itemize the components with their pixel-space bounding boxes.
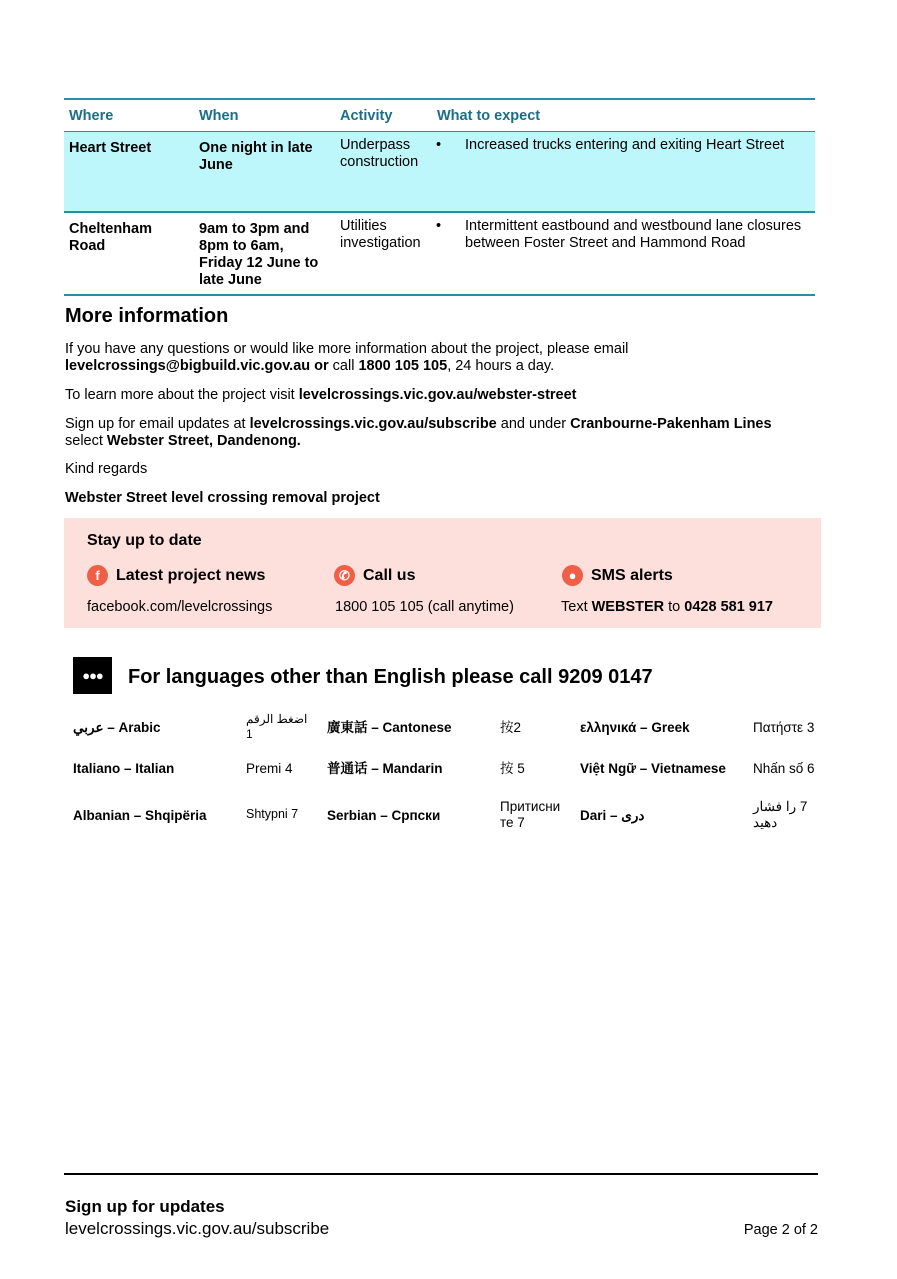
- language-instruction: Premi 4: [246, 761, 293, 776]
- language-name: 普通话 – Mandarin: [327, 761, 443, 776]
- cell-where: Heart Street: [69, 140, 152, 156]
- subscribe-text-under: and under: [496, 416, 571, 432]
- facebook-icon: f: [87, 565, 108, 586]
- stay-up-to-date-box: [64, 518, 821, 628]
- bullet: •: [436, 137, 442, 153]
- section-heading-more-info: More information: [65, 305, 229, 327]
- languages-title: For languages other than English please call 9209 0147: [128, 666, 653, 688]
- language-instruction: Nhấn số 6: [753, 761, 815, 776]
- language-name: Italiano – Italian: [73, 761, 175, 776]
- table-row: [64, 213, 815, 296]
- language-instruction: 按 5: [500, 761, 525, 776]
- kind-regards: Kind regards: [65, 461, 148, 477]
- call-number: 1800 105 105 (call anytime): [335, 599, 514, 615]
- language-name: ελληνικά – Greek: [580, 720, 690, 735]
- language-instruction: 按2: [500, 720, 522, 735]
- sms-column: [561, 565, 773, 615]
- contact-text: If you have any questions or would like more information about the project, please email: [65, 341, 629, 357]
- subscribe-link[interactable]: levelcrossings.vic.gov.au/subscribe: [249, 416, 497, 432]
- cell-when: One night in late June: [199, 140, 313, 173]
- sms-icon: ●: [562, 565, 583, 586]
- language-instruction: Πατήστε 3: [753, 720, 815, 735]
- project-link-paragraph: [65, 387, 825, 404]
- table-row: [64, 132, 815, 213]
- language-name: Việt Ngữ – Vietnamese: [580, 761, 726, 776]
- subscribe-text: Sign up for email updates at: [65, 416, 250, 432]
- interpreter-icon: ●●●: [73, 657, 112, 694]
- language-instruction: Притисни те 7: [500, 799, 561, 830]
- header-activity: Activity: [340, 108, 393, 124]
- phone-number: 1800 105 105: [358, 358, 448, 374]
- cell-when: 9am to 3pm and 8pm to 6am, Friday 12 June to late June: [199, 221, 319, 288]
- cell-activity: Underpass construction: [340, 137, 419, 170]
- table-header: [64, 98, 815, 132]
- language-instruction: Shtypni 7: [246, 807, 299, 821]
- signoff: Webster Street level crossing removal project: [65, 490, 380, 506]
- facebook-link[interactable]: facebook.com/levelcrossings: [87, 599, 273, 615]
- subscribe-paragraph: [65, 416, 825, 450]
- call-column: [334, 565, 514, 615]
- stay-title: Stay up to date: [87, 532, 202, 549]
- subscribe-text-select: select: [65, 433, 107, 449]
- sms-instructions: [561, 599, 773, 615]
- cell-what-to-expect: Intermittent eastbound and westbound lane closures between Foster Street and Hammond Road: [465, 218, 802, 251]
- contact-text-call: call: [328, 358, 359, 374]
- cell-what-to-expect: Increased trucks entering and exiting Heart Street: [465, 137, 785, 153]
- call-label: Call us: [363, 566, 416, 584]
- sms-text-to: to: [664, 599, 685, 615]
- language-name: 廣東話 – Cantonese: [327, 720, 452, 735]
- works-table: [64, 98, 815, 296]
- header-where: Where: [69, 108, 114, 124]
- email-link[interactable]: levelcrossings@bigbuild.vic.gov.au or: [65, 358, 329, 374]
- language-name: Albanian – Shqipëria: [73, 808, 207, 823]
- language-instruction: اضغط الرقم 1: [246, 712, 308, 741]
- cell-activity: Utilities investigation: [340, 218, 421, 251]
- news-column: [87, 565, 273, 615]
- sms-keyword: WEBSTER: [591, 599, 665, 615]
- footer-divider: [64, 1173, 818, 1175]
- sms-text: Text: [561, 599, 592, 615]
- page-number: Page 2 of 2: [743, 1222, 818, 1238]
- sms-number: 0428 581 917: [684, 599, 773, 615]
- language-name: Dari – دری: [580, 808, 645, 823]
- footer-subscribe-link[interactable]: levelcrossings.vic.gov.au/subscribe: [65, 1219, 330, 1238]
- language-name: عربي – Arabic: [73, 720, 161, 735]
- header-what-to-expect: What to expect: [437, 108, 541, 124]
- footer-title: Sign up for updates: [65, 1197, 225, 1216]
- contact-text-hours: , 24 hours a day.: [447, 358, 555, 374]
- bullet: •: [436, 218, 442, 234]
- header-when: When: [199, 108, 239, 124]
- project-link-text: To learn more about the project visit: [65, 387, 299, 403]
- language-instruction: 7 را فشار دهید: [753, 799, 808, 830]
- station-name: Webster Street, Dandenong.: [106, 433, 301, 449]
- sms-label: SMS alerts: [591, 566, 673, 584]
- cell-where: Cheltenham Road: [69, 221, 152, 254]
- contact-paragraph: [65, 341, 825, 375]
- project-link[interactable]: levelcrossings.vic.gov.au/webster-street: [298, 387, 577, 403]
- phone-icon: ✆: [334, 565, 355, 586]
- language-name: Serbian – Српски: [327, 808, 441, 823]
- lines-name: Cranbourne-Pakenham Lines: [570, 416, 772, 432]
- news-label: Latest project news: [116, 566, 266, 584]
